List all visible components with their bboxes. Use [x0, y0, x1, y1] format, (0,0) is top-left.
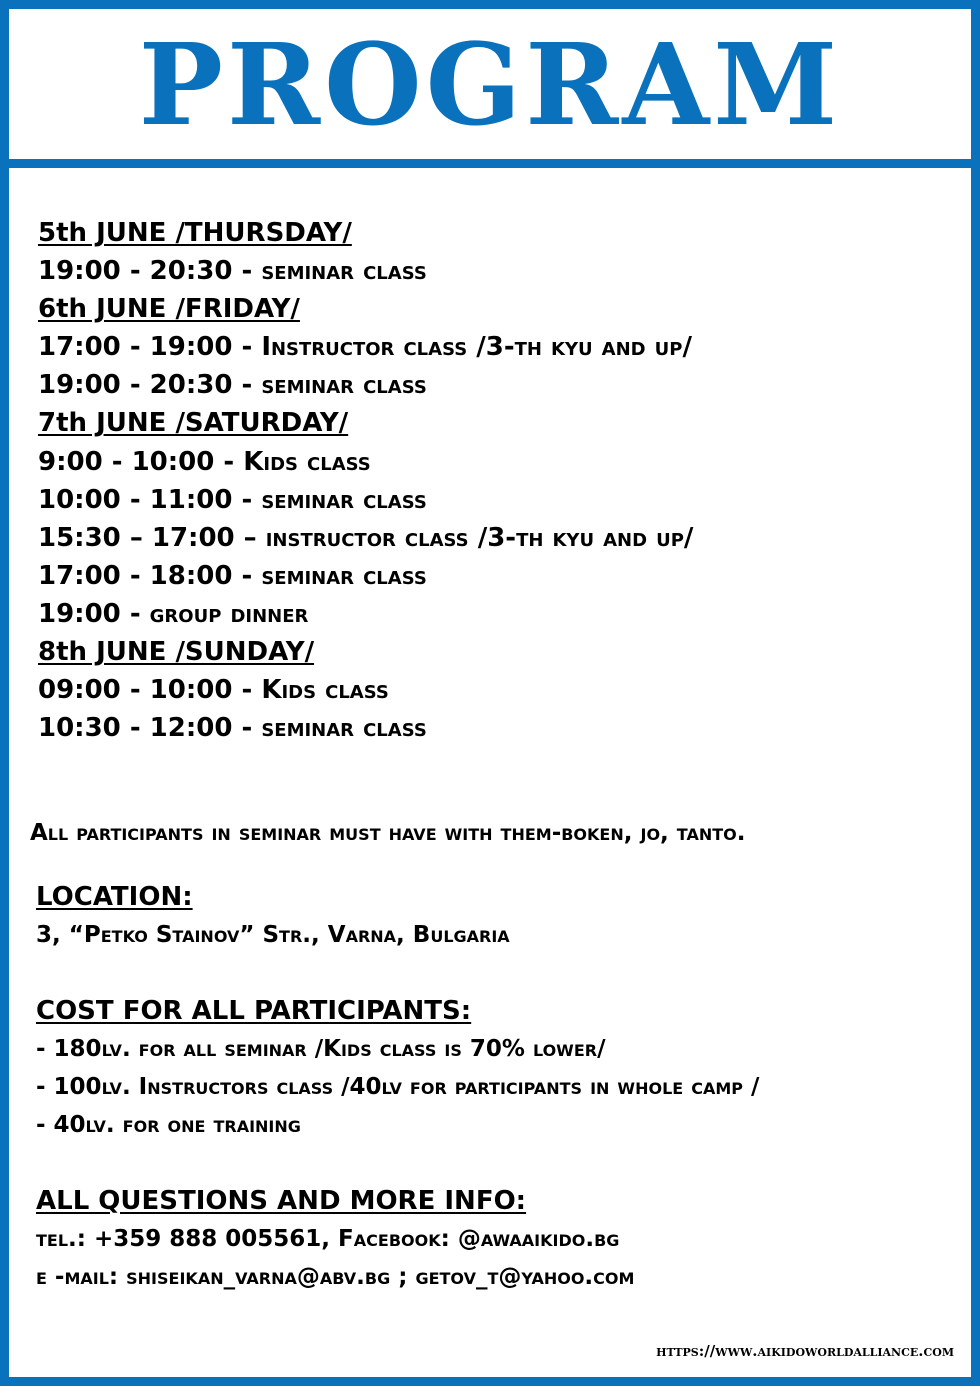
- schedule-desc: seminar class: [261, 484, 427, 515]
- contact-phone-facebook: tel.: +359 888 005561, Facebook: @awaaikido.bg: [36, 1226, 620, 1252]
- schedule-desc: Kids class: [261, 675, 389, 706]
- schedule-time: 17:00 - 18:00 -: [38, 560, 262, 591]
- schedule-item: [38, 328, 960, 366]
- contact-email: e -mail: shiseikan_varna@abv.bg ; getov_t@yahoo.com: [36, 1264, 635, 1290]
- cost-line: - 100lv. Instructors class /40lv for participants in whole camp /: [36, 1074, 760, 1100]
- schedule-desc: seminar class: [261, 560, 427, 591]
- schedule-item: [38, 595, 960, 633]
- schedule-time: 17:00 - 19:00 -: [38, 332, 262, 363]
- schedule-time: 19:00 - 20:30 -: [38, 256, 262, 287]
- cost-section: [36, 992, 960, 1144]
- schedule-day-heading: 7th JUNE /SATURDAY/: [38, 408, 349, 439]
- info-heading: ALL QUESTIONS AND MORE INFO:: [36, 1186, 527, 1216]
- location-section: [36, 878, 960, 954]
- location-address: 3, “Petko Stainov” Str., Varna, Bulgaria: [36, 922, 510, 948]
- schedule-time: 9:00 - 10:00 -: [38, 446, 244, 477]
- title-banner: [9, 9, 971, 168]
- schedule-time: 19:00 - 20:30 -: [38, 370, 262, 401]
- schedule-time: 09:00 - 10:00 -: [38, 675, 262, 706]
- schedule-time: 10:30 - 12:00 -: [38, 713, 262, 744]
- schedule-time: 10:00 - 11:00 -: [38, 484, 262, 515]
- schedule-item: [38, 481, 960, 519]
- schedule-desc: group dinner: [149, 598, 309, 629]
- schedule-time: 15:30 – 17:00 –: [38, 522, 266, 553]
- schedule-item: [38, 557, 960, 595]
- schedule-time: 19:00 -: [38, 598, 150, 629]
- schedule: [38, 214, 960, 747]
- schedule-desc: seminar class: [261, 713, 427, 744]
- cost-line: - 40lv. for one training: [36, 1112, 301, 1138]
- schedule-item: [38, 671, 960, 709]
- schedule-day-heading: 5th JUNE /THURSDAY/: [38, 218, 352, 248]
- cost-line: - 180lv. for all seminar /Kids class is 70% lower/: [36, 1036, 606, 1062]
- schedule-item: [38, 366, 960, 404]
- page-title: PROGRAM: [138, 20, 842, 151]
- schedule-desc: seminar class: [261, 370, 427, 401]
- schedule-item: [38, 519, 960, 557]
- schedule-item: [38, 443, 960, 481]
- schedule-desc: Kids class: [243, 446, 371, 477]
- info-section: [36, 1182, 960, 1296]
- schedule-day-heading: 6th JUNE /FRIDAY/: [38, 294, 300, 325]
- website-link[interactable]: https://www.aikidoworldalliance.com: [656, 1342, 954, 1360]
- equipment-note: All participants in seminar must have with them-boken, jo, tanto.: [30, 820, 746, 846]
- cost-heading: COST FOR ALL PARTICIPANTS:: [36, 996, 472, 1026]
- schedule-day-heading: 8th JUNE /SUNDAY/: [38, 637, 315, 668]
- schedule-item: [38, 709, 960, 747]
- location-heading: LOCATION:: [36, 882, 193, 912]
- schedule-desc: seminar class: [261, 256, 427, 287]
- schedule-desc: Instructor class /3-th kyu and up/: [261, 332, 692, 363]
- schedule-item: [38, 252, 960, 290]
- schedule-desc: instructor class /3-th kyu and up/: [265, 522, 694, 553]
